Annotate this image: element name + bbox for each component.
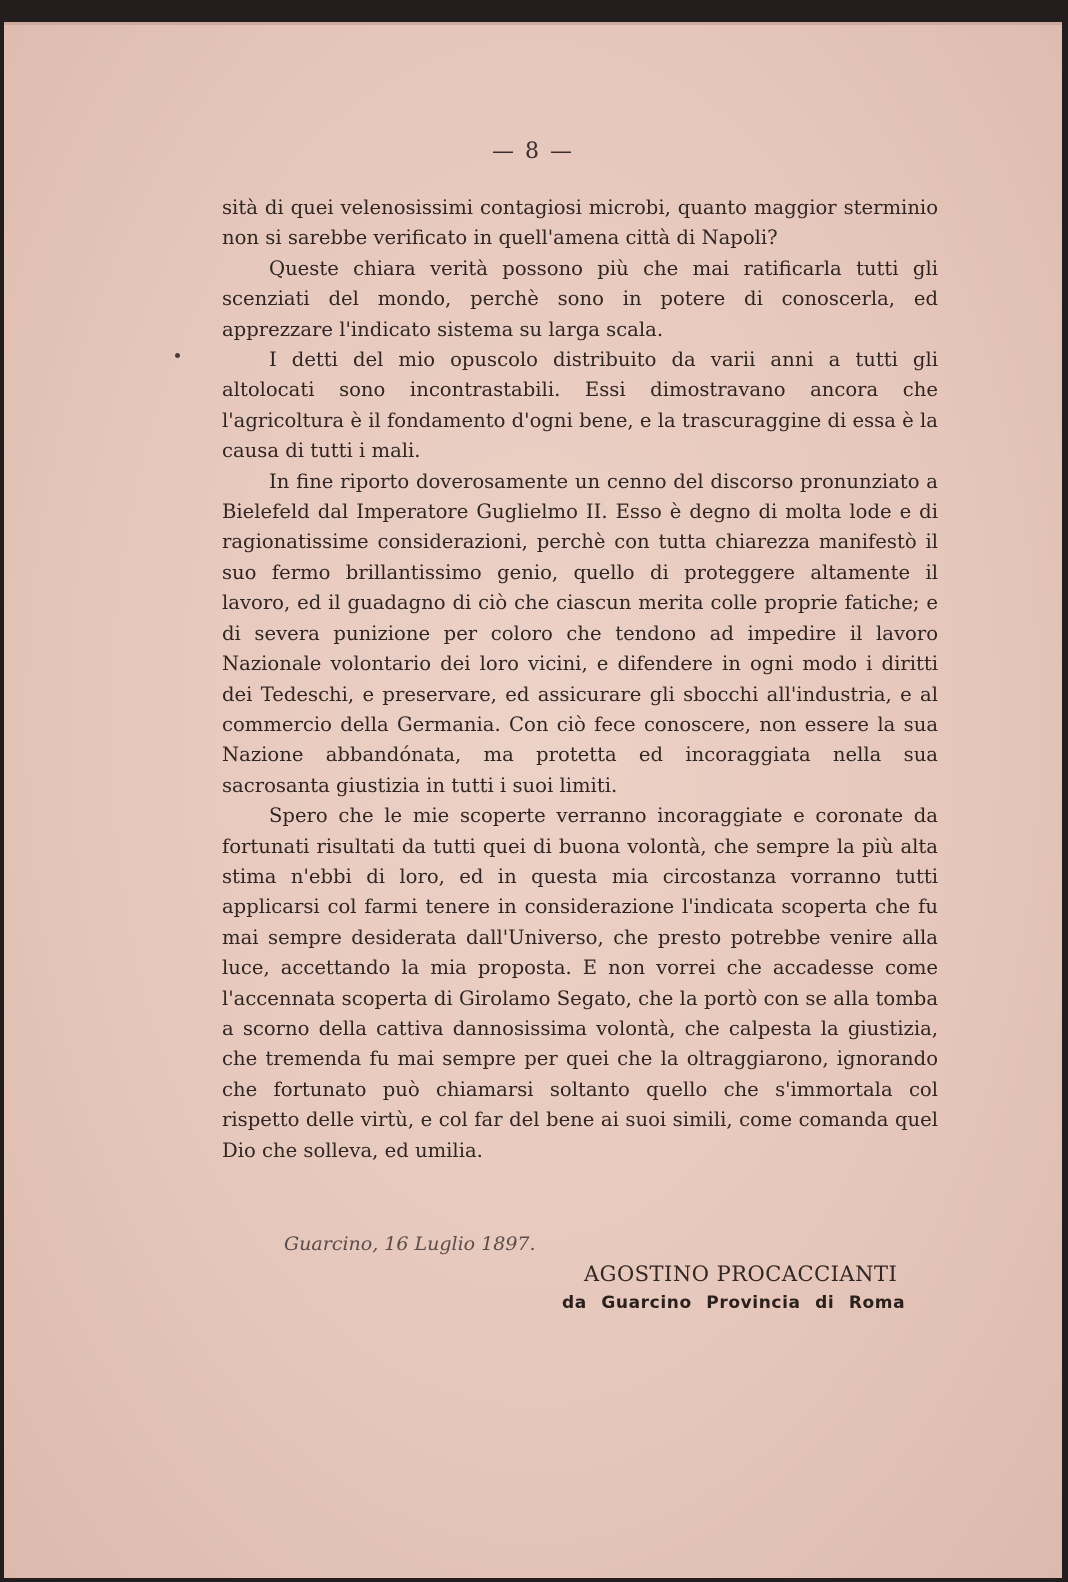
document-page — [4, 22, 1062, 1578]
paragraph: Queste chiara verità possono più che mai ratificarla tutti gli scenziati del mondo, perchè sono in potere di conoscerla, ed apprezzare l'indicato sistema su larga scala. — [222, 256, 938, 341]
author-signature: AGOSTINO PROCACCIANTI — [584, 1262, 898, 1286]
paragraph: Spero che le mie scoperte verranno incoraggiate e coronate da fortunati risultati da tutti quei di buona volontà, che sempre la più alta stima n'ebbi di loro, ed in questa mia circostanza vorranno tutti applicarsi col farmi tenere in considerazione l'indicata scoperta che fu mai sempre desiderata dall'Universo, che presto potrebbe venire alla luce, accettando la mia proposta. E non vorrei che accadesse come l'accennata scoperta di Girolamo Segato, che la portò con se alla tomba a scorno della cattiva dannosissima volontà, che calpesta la giustizia, che tremenda fu mai sempre per quei che la oltraggiarono, ignorando che fortunato può chiamarsi soltanto quello che s'immortala col rispetto delle virtù, e col far del bene ai suoi simili, come comanda quel Dio che solleva, ed umilia. — [222, 804, 938, 1162]
paragraph: In fine riporto doverosamente un cenno del discorso pronunziato a Bielefeld dal Imperatore Guglielmo II. Esso è degno di molta lode e di ragionatissime considerazioni, perchè con tutta chiarezza manifestò il suo fermo brillantissimo genio, quello di proteggere altamente il lavoro, ed il guadagno di ciò che ciascun merita colle proprie fatiche; e di severa punizione per coloro che tendono ad impedire il lavoro Nazionale volontario dei loro vicini, e difendere in ogni modo i diritti dei Tedeschi, e preservare, ed assicurare gli sbocchi all'industria, e al commercio della Germania. Con ciò fece conoscere, non essere la sua Nazione abbandónata, ma protetta ed incoraggiata nella sua sacrosanta giustizia in tutti i suoi limiti. — [222, 469, 938, 797]
page-number: — 8 — — [492, 139, 574, 164]
paragraph: I detti del mio opuscolo distribuito da varii anni a tutti gli altolocati sono incontrastabili. Essi dimostravano ancora che l'agricoltura è il fondamento d'ogni bene, e la trascuraggine di essa è la causa di tutti i mali. — [222, 348, 938, 463]
margin-mark — [175, 353, 180, 358]
author-place: da Guarcino Provincia di Roma — [562, 1293, 906, 1313]
body-text — [222, 193, 938, 1166]
paragraph: sità di quei velenosissimi contagiosi microbi, quanto maggior sterminio non si sarebbe verificato in quell'amena città di Napoli? — [222, 196, 938, 250]
dateline: Guarcino, 16 Luglio 1897. — [284, 1233, 536, 1255]
